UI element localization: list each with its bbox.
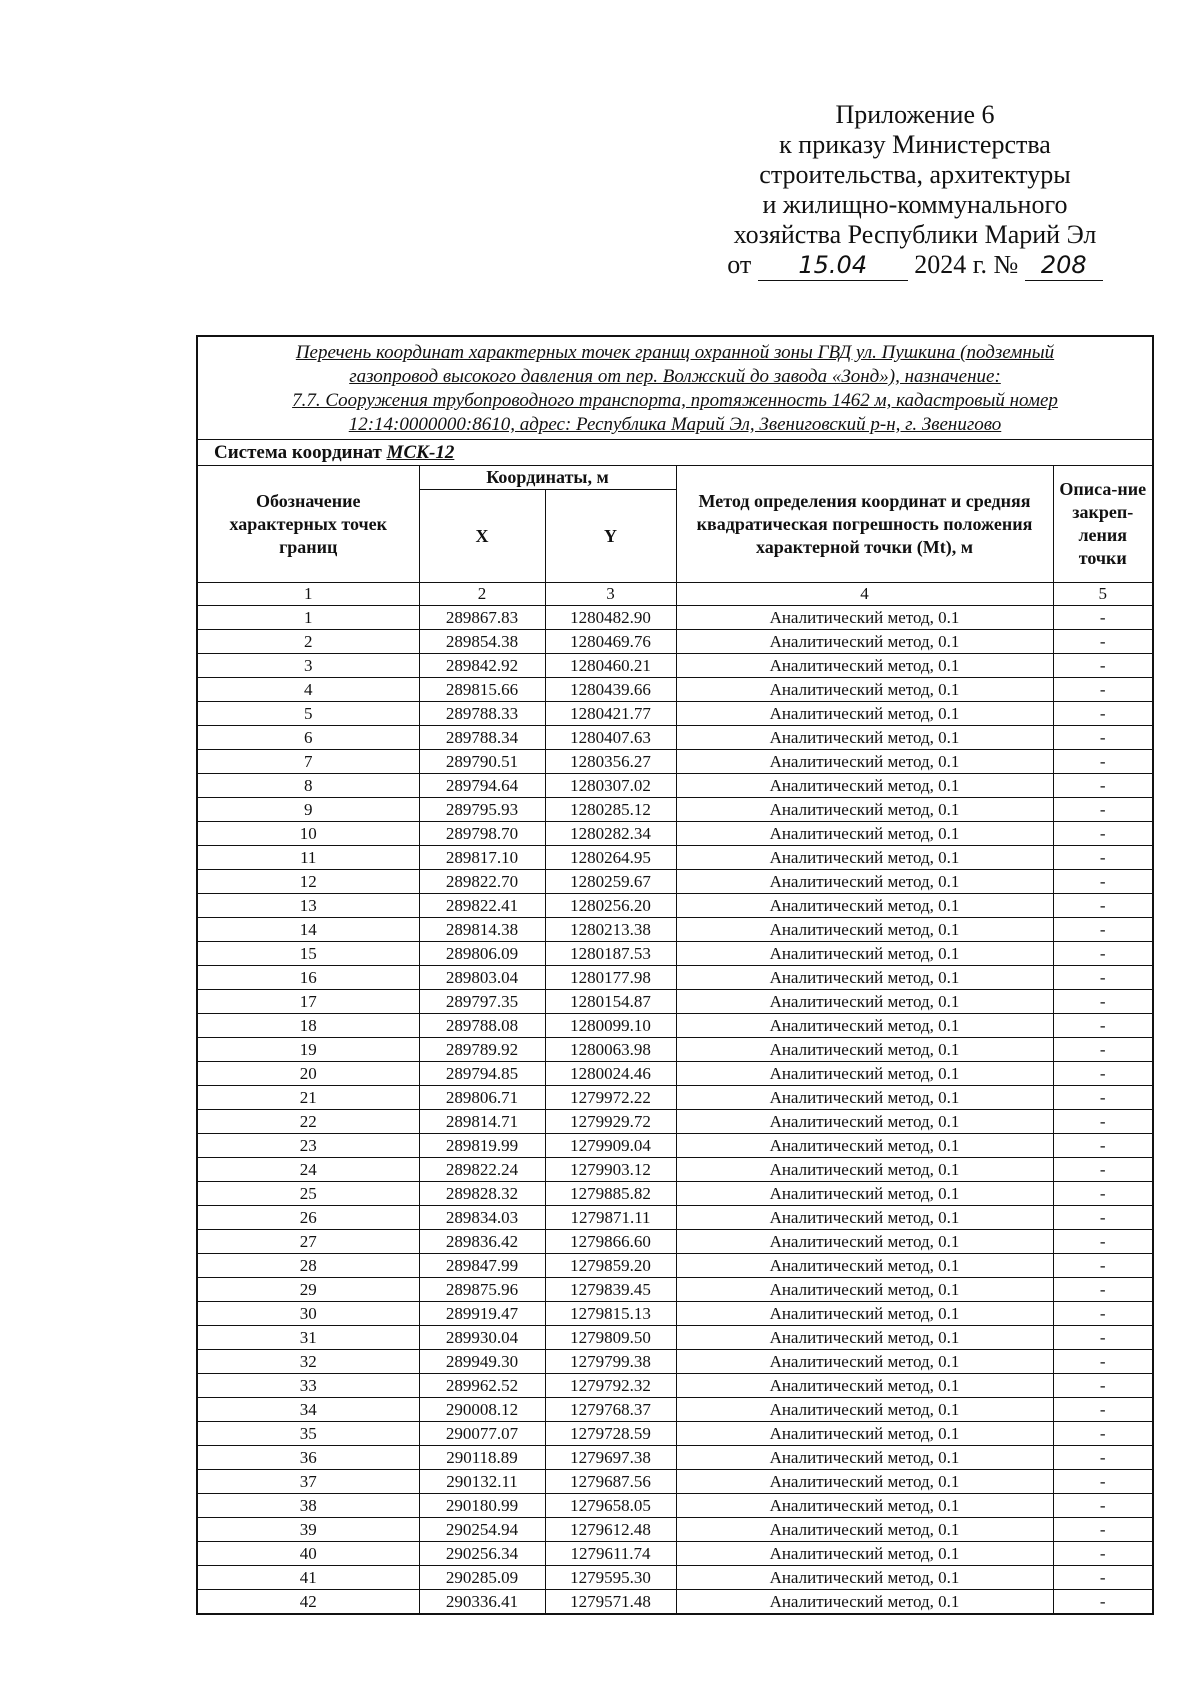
fixing-description: - [1053,1470,1152,1494]
date-day-handwritten: 15.04 [758,250,908,281]
point-number: 41 [198,1566,419,1590]
fixing-description: - [1053,1422,1152,1446]
coord-y: 1279612.48 [545,1518,676,1542]
method: Аналитический метод, 0.1 [676,1398,1053,1422]
method: Аналитический метод, 0.1 [676,1326,1053,1350]
method: Аналитический метод, 0.1 [676,1110,1053,1134]
coord-x: 289815.66 [419,678,545,702]
table-row [198,1158,1152,1182]
table-row [198,726,1152,750]
coord-x: 289842.92 [419,654,545,678]
method: Аналитический метод, 0.1 [676,726,1053,750]
coord-x: 290180.99 [419,1494,545,1518]
header-line: хозяйства Республики Марий Эл [733,220,1097,249]
coord-y: 1280285.12 [545,798,676,822]
point-number: 4 [198,678,419,702]
coord-x: 289788.08 [419,1014,545,1038]
method: Аналитический метод, 0.1 [676,822,1053,846]
fixing-description: - [1053,606,1152,630]
method: Аналитический метод, 0.1 [676,1422,1053,1446]
table-row [198,1326,1152,1350]
fixing-description: - [1053,726,1152,750]
point-number: 31 [198,1326,419,1350]
coord-y: 1280469.76 [545,630,676,654]
fixing-description: - [1053,1518,1152,1542]
fixing-description: - [1053,1086,1152,1110]
coord-x: 289788.34 [419,726,545,750]
point-number: 15 [198,942,419,966]
column-number: 5 [1053,583,1152,606]
appendix-header [690,100,1140,281]
fixing-description: - [1053,822,1152,846]
coord-y: 1280213.38 [545,918,676,942]
coord-y: 1280421.77 [545,702,676,726]
fixing-description: - [1053,654,1152,678]
header-line: и жилищно-коммунального [762,190,1068,219]
coord-y: 1280154.87 [545,990,676,1014]
method: Аналитический метод, 0.1 [676,966,1053,990]
point-number: 32 [198,1350,419,1374]
table-row [198,630,1152,654]
header-y: Y [545,490,676,583]
fixing-description: - [1053,1230,1152,1254]
column-number: 2 [419,583,545,606]
coordinate-system-row [198,440,1152,466]
table-row [198,1014,1152,1038]
fixing-description: - [1053,1014,1152,1038]
order-date-line [690,250,1140,281]
coord-x: 289919.47 [419,1302,545,1326]
coord-y: 1279595.30 [545,1566,676,1590]
method: Аналитический метод, 0.1 [676,654,1053,678]
table-row [198,1542,1152,1566]
method: Аналитический метод, 0.1 [676,918,1053,942]
method: Аналитический метод, 0.1 [676,1350,1053,1374]
point-number: 39 [198,1518,419,1542]
fixing-description: - [1053,750,1152,774]
fixing-description: - [1053,1590,1152,1614]
coord-x: 289834.03 [419,1206,545,1230]
point-number: 28 [198,1254,419,1278]
coord-x: 289790.51 [419,750,545,774]
point-number: 12 [198,870,419,894]
method: Аналитический метод, 0.1 [676,1566,1053,1590]
method: Аналитический метод, 0.1 [676,1014,1053,1038]
coord-x: 290077.07 [419,1422,545,1446]
method: Аналитический метод, 0.1 [676,1470,1053,1494]
coord-x: 290285.09 [419,1566,545,1590]
point-number: 14 [198,918,419,942]
method: Аналитический метод, 0.1 [676,1518,1053,1542]
fixing-description: - [1053,1302,1152,1326]
table-row [198,750,1152,774]
coord-y: 1279697.38 [545,1446,676,1470]
coord-y: 1280307.02 [545,774,676,798]
method: Аналитический метод, 0.1 [676,678,1053,702]
header-line: к приказу Министерства [779,130,1051,159]
table-row [198,774,1152,798]
header-line: Приложение 6 [835,100,995,129]
method: Аналитический метод, 0.1 [676,702,1053,726]
table-row [198,1182,1152,1206]
table-row [198,846,1152,870]
header-line: строительства, архитектуры [759,160,1071,189]
point-number: 22 [198,1110,419,1134]
point-number: 19 [198,1038,419,1062]
table-body [198,606,1152,1614]
fixing-description: - [1053,942,1152,966]
coord-y: 1280356.27 [545,750,676,774]
coord-y: 1280187.53 [545,942,676,966]
fixing-description: - [1053,870,1152,894]
coordinates-table [198,466,1152,1613]
coord-y: 1279859.20 [545,1254,676,1278]
table-row [198,1206,1152,1230]
method: Аналитический метод, 0.1 [676,798,1053,822]
coord-y: 1280259.67 [545,870,676,894]
point-number: 5 [198,702,419,726]
coord-y: 1279815.13 [545,1302,676,1326]
header-coordinates: Координаты, м [419,466,676,490]
method: Аналитический метод, 0.1 [676,942,1053,966]
coord-x: 289949.30 [419,1350,545,1374]
coord-y: 1279611.74 [545,1542,676,1566]
coord-y: 1279866.60 [545,1230,676,1254]
table-row [198,1374,1152,1398]
fixing-description: - [1053,1542,1152,1566]
method: Аналитический метод, 0.1 [676,1374,1053,1398]
coord-x: 289822.41 [419,894,545,918]
coord-y: 1279929.72 [545,1110,676,1134]
point-number: 20 [198,1062,419,1086]
coord-x: 289875.96 [419,1278,545,1302]
coord-x: 289930.04 [419,1326,545,1350]
date-year: 2024 г. № [914,250,1019,279]
method: Аналитический метод, 0.1 [676,1062,1053,1086]
table-row [198,1590,1152,1614]
fixing-description: - [1053,1254,1152,1278]
point-number: 11 [198,846,419,870]
table-row [198,1446,1152,1470]
coord-x: 290008.12 [419,1398,545,1422]
caption-line: газопровод высокого давления от пер. Волжский до завода «Зонд»), назначение: [349,366,1001,387]
fixing-description: - [1053,1374,1152,1398]
method: Аналитический метод, 0.1 [676,1230,1053,1254]
point-number: 36 [198,1446,419,1470]
fixing-description: - [1053,1134,1152,1158]
table-row [198,1422,1152,1446]
fixing-description: - [1053,1110,1152,1134]
coord-x: 290132.11 [419,1470,545,1494]
table-row [198,1230,1152,1254]
method: Аналитический метод, 0.1 [676,630,1053,654]
coord-x: 289822.24 [419,1158,545,1182]
point-number: 2 [198,630,419,654]
table-row [198,1518,1152,1542]
point-number: 23 [198,1134,419,1158]
coord-y: 1279885.82 [545,1182,676,1206]
method: Аналитический метод, 0.1 [676,1158,1053,1182]
point-number: 33 [198,1374,419,1398]
method: Аналитический метод, 0.1 [676,1590,1053,1614]
point-number: 30 [198,1302,419,1326]
header-designation: Обозначение характерных точек границ [198,466,419,583]
coord-y: 1279728.59 [545,1422,676,1446]
fixing-description: - [1053,1494,1152,1518]
coord-y: 1279903.12 [545,1158,676,1182]
coord-y: 1280063.98 [545,1038,676,1062]
point-number: 26 [198,1206,419,1230]
order-number-handwritten: 208 [1025,250,1103,281]
fixing-description: - [1053,774,1152,798]
table-row [198,1302,1152,1326]
coord-y: 1280482.90 [545,606,676,630]
coord-y: 1279687.56 [545,1470,676,1494]
coord-y: 1280282.34 [545,822,676,846]
table-row [198,990,1152,1014]
table-row [198,1350,1152,1374]
coord-y: 1280439.66 [545,678,676,702]
point-number: 27 [198,1230,419,1254]
coord-x: 290254.94 [419,1518,545,1542]
table-row [198,606,1152,630]
coord-y: 1279792.32 [545,1374,676,1398]
fixing-description: - [1053,1038,1152,1062]
coord-x: 289822.70 [419,870,545,894]
coord-y: 1280024.46 [545,1062,676,1086]
coord-y: 1280177.98 [545,966,676,990]
point-number: 40 [198,1542,419,1566]
coordinates-table-frame [196,335,1154,1615]
point-number: 35 [198,1422,419,1446]
table-row [198,1110,1152,1134]
table-row [198,1086,1152,1110]
table-row [198,1134,1152,1158]
fixing-description: - [1053,1350,1152,1374]
coord-x: 289836.42 [419,1230,545,1254]
method: Аналитический метод, 0.1 [676,1254,1053,1278]
fixing-description: - [1053,1206,1152,1230]
method: Аналитический метод, 0.1 [676,990,1053,1014]
table-row [198,678,1152,702]
table-row [198,1062,1152,1086]
point-number: 21 [198,1086,419,1110]
coord-x: 289814.38 [419,918,545,942]
coord-x: 289867.83 [419,606,545,630]
coord-y: 1280264.95 [545,846,676,870]
fixing-description: - [1053,1398,1152,1422]
method: Аналитический метод, 0.1 [676,870,1053,894]
method: Аналитический метод, 0.1 [676,1182,1053,1206]
table-row [198,894,1152,918]
coord-y: 1279658.05 [545,1494,676,1518]
point-number: 24 [198,1158,419,1182]
point-number: 9 [198,798,419,822]
coord-x: 289806.71 [419,1086,545,1110]
point-number: 37 [198,1470,419,1494]
method: Аналитический метод, 0.1 [676,606,1053,630]
method: Аналитический метод, 0.1 [676,1302,1053,1326]
table-caption [198,337,1152,440]
coord-x: 289814.71 [419,1110,545,1134]
header-method: Метод определения координат и средняя квадратическая погрешность положения характерной точки (Mt), м [676,466,1053,583]
method: Аналитический метод, 0.1 [676,1542,1053,1566]
fixing-description: - [1053,1158,1152,1182]
column-number: 4 [676,583,1053,606]
table-row [198,1278,1152,1302]
coord-y: 1279571.48 [545,1590,676,1614]
fixing-description: - [1053,1062,1152,1086]
coord-x: 289797.35 [419,990,545,1014]
table-row [198,942,1152,966]
table-row [198,1494,1152,1518]
header-x: X [419,490,545,583]
coord-y: 1279871.11 [545,1206,676,1230]
fixing-description: - [1053,918,1152,942]
method: Аналитический метод, 0.1 [676,750,1053,774]
coord-x: 289819.99 [419,1134,545,1158]
caption-line: 7.7. Сооружения трубопроводного транспорта, протяженность 1462 м, кадастровый номер [292,390,1058,411]
fixing-description: - [1053,678,1152,702]
method: Аналитический метод, 0.1 [676,1038,1053,1062]
header-description: Описа-ние закреп-ления точки [1053,466,1152,583]
method: Аналитический метод, 0.1 [676,1134,1053,1158]
coord-x: 289798.70 [419,822,545,846]
fixing-description: - [1053,990,1152,1014]
table-row [198,1038,1152,1062]
table-row [198,1470,1152,1494]
coord-x: 289962.52 [419,1374,545,1398]
method: Аналитический метод, 0.1 [676,1494,1053,1518]
fixing-description: - [1053,1446,1152,1470]
date-prefix: от [727,250,752,279]
table-row [198,1398,1152,1422]
fixing-description: - [1053,1566,1152,1590]
fixing-description: - [1053,702,1152,726]
fixing-description: - [1053,1278,1152,1302]
method: Аналитический метод, 0.1 [676,1278,1053,1302]
point-number: 38 [198,1494,419,1518]
coord-x: 289847.99 [419,1254,545,1278]
point-number: 18 [198,1014,419,1038]
coord-y: 1279972.22 [545,1086,676,1110]
point-number: 10 [198,822,419,846]
table-row [198,918,1152,942]
coord-y: 1279809.50 [545,1326,676,1350]
point-number: 13 [198,894,419,918]
point-number: 34 [198,1398,419,1422]
point-number: 6 [198,726,419,750]
caption-line: Перечень координат характерных точек границ охранной зоны ГВД ул. Пушкина (подземный [295,342,1055,363]
coord-y: 1279909.04 [545,1134,676,1158]
point-number: 1 [198,606,419,630]
table-row [198,1254,1152,1278]
point-number: 8 [198,774,419,798]
fixing-description: - [1053,846,1152,870]
coord-x: 289806.09 [419,942,545,966]
method: Аналитический метод, 0.1 [676,774,1053,798]
method: Аналитический метод, 0.1 [676,1446,1053,1470]
fixing-description: - [1053,966,1152,990]
point-number: 7 [198,750,419,774]
method: Аналитический метод, 0.1 [676,846,1053,870]
coordinate-system-label: Система координат [214,442,382,463]
fixing-description: - [1053,798,1152,822]
fixing-description: - [1053,1326,1152,1350]
point-number: 29 [198,1278,419,1302]
fixing-description: - [1053,630,1152,654]
coord-x: 289803.04 [419,966,545,990]
method: Аналитический метод, 0.1 [676,1086,1053,1110]
coordinate-system-name: МСК-12 [386,442,455,463]
coord-x: 289817.10 [419,846,545,870]
coord-x: 289795.93 [419,798,545,822]
coord-x: 290118.89 [419,1446,545,1470]
coord-y: 1279839.45 [545,1278,676,1302]
coord-y: 1280099.10 [545,1014,676,1038]
coord-y: 1280256.20 [545,894,676,918]
column-number: 3 [545,583,676,606]
table-row [198,654,1152,678]
coord-x: 290336.41 [419,1590,545,1614]
table-row [198,1566,1152,1590]
coord-x: 289794.64 [419,774,545,798]
coord-y: 1279799.38 [545,1350,676,1374]
point-number: 42 [198,1590,419,1614]
coord-y: 1280460.21 [545,654,676,678]
coord-x: 289788.33 [419,702,545,726]
coord-x: 289789.92 [419,1038,545,1062]
table-row [198,870,1152,894]
coord-x: 289854.38 [419,630,545,654]
coord-x: 290256.34 [419,1542,545,1566]
caption-line: 12:14:0000000:8610, адрес: Республика Марий Эл, Звениговский р-н, г. Звенигово [348,414,1002,435]
table-row [198,702,1152,726]
method: Аналитический метод, 0.1 [676,894,1053,918]
fixing-description: - [1053,1182,1152,1206]
point-number: 17 [198,990,419,1014]
coord-y: 1279768.37 [545,1398,676,1422]
coord-x: 289794.85 [419,1062,545,1086]
coord-x: 289828.32 [419,1182,545,1206]
point-number: 3 [198,654,419,678]
column-number: 1 [198,583,419,606]
point-number: 25 [198,1182,419,1206]
method: Аналитический метод, 0.1 [676,1206,1053,1230]
table-row [198,798,1152,822]
table-row [198,822,1152,846]
point-number: 16 [198,966,419,990]
coord-y: 1280407.63 [545,726,676,750]
fixing-description: - [1053,894,1152,918]
table-row [198,966,1152,990]
